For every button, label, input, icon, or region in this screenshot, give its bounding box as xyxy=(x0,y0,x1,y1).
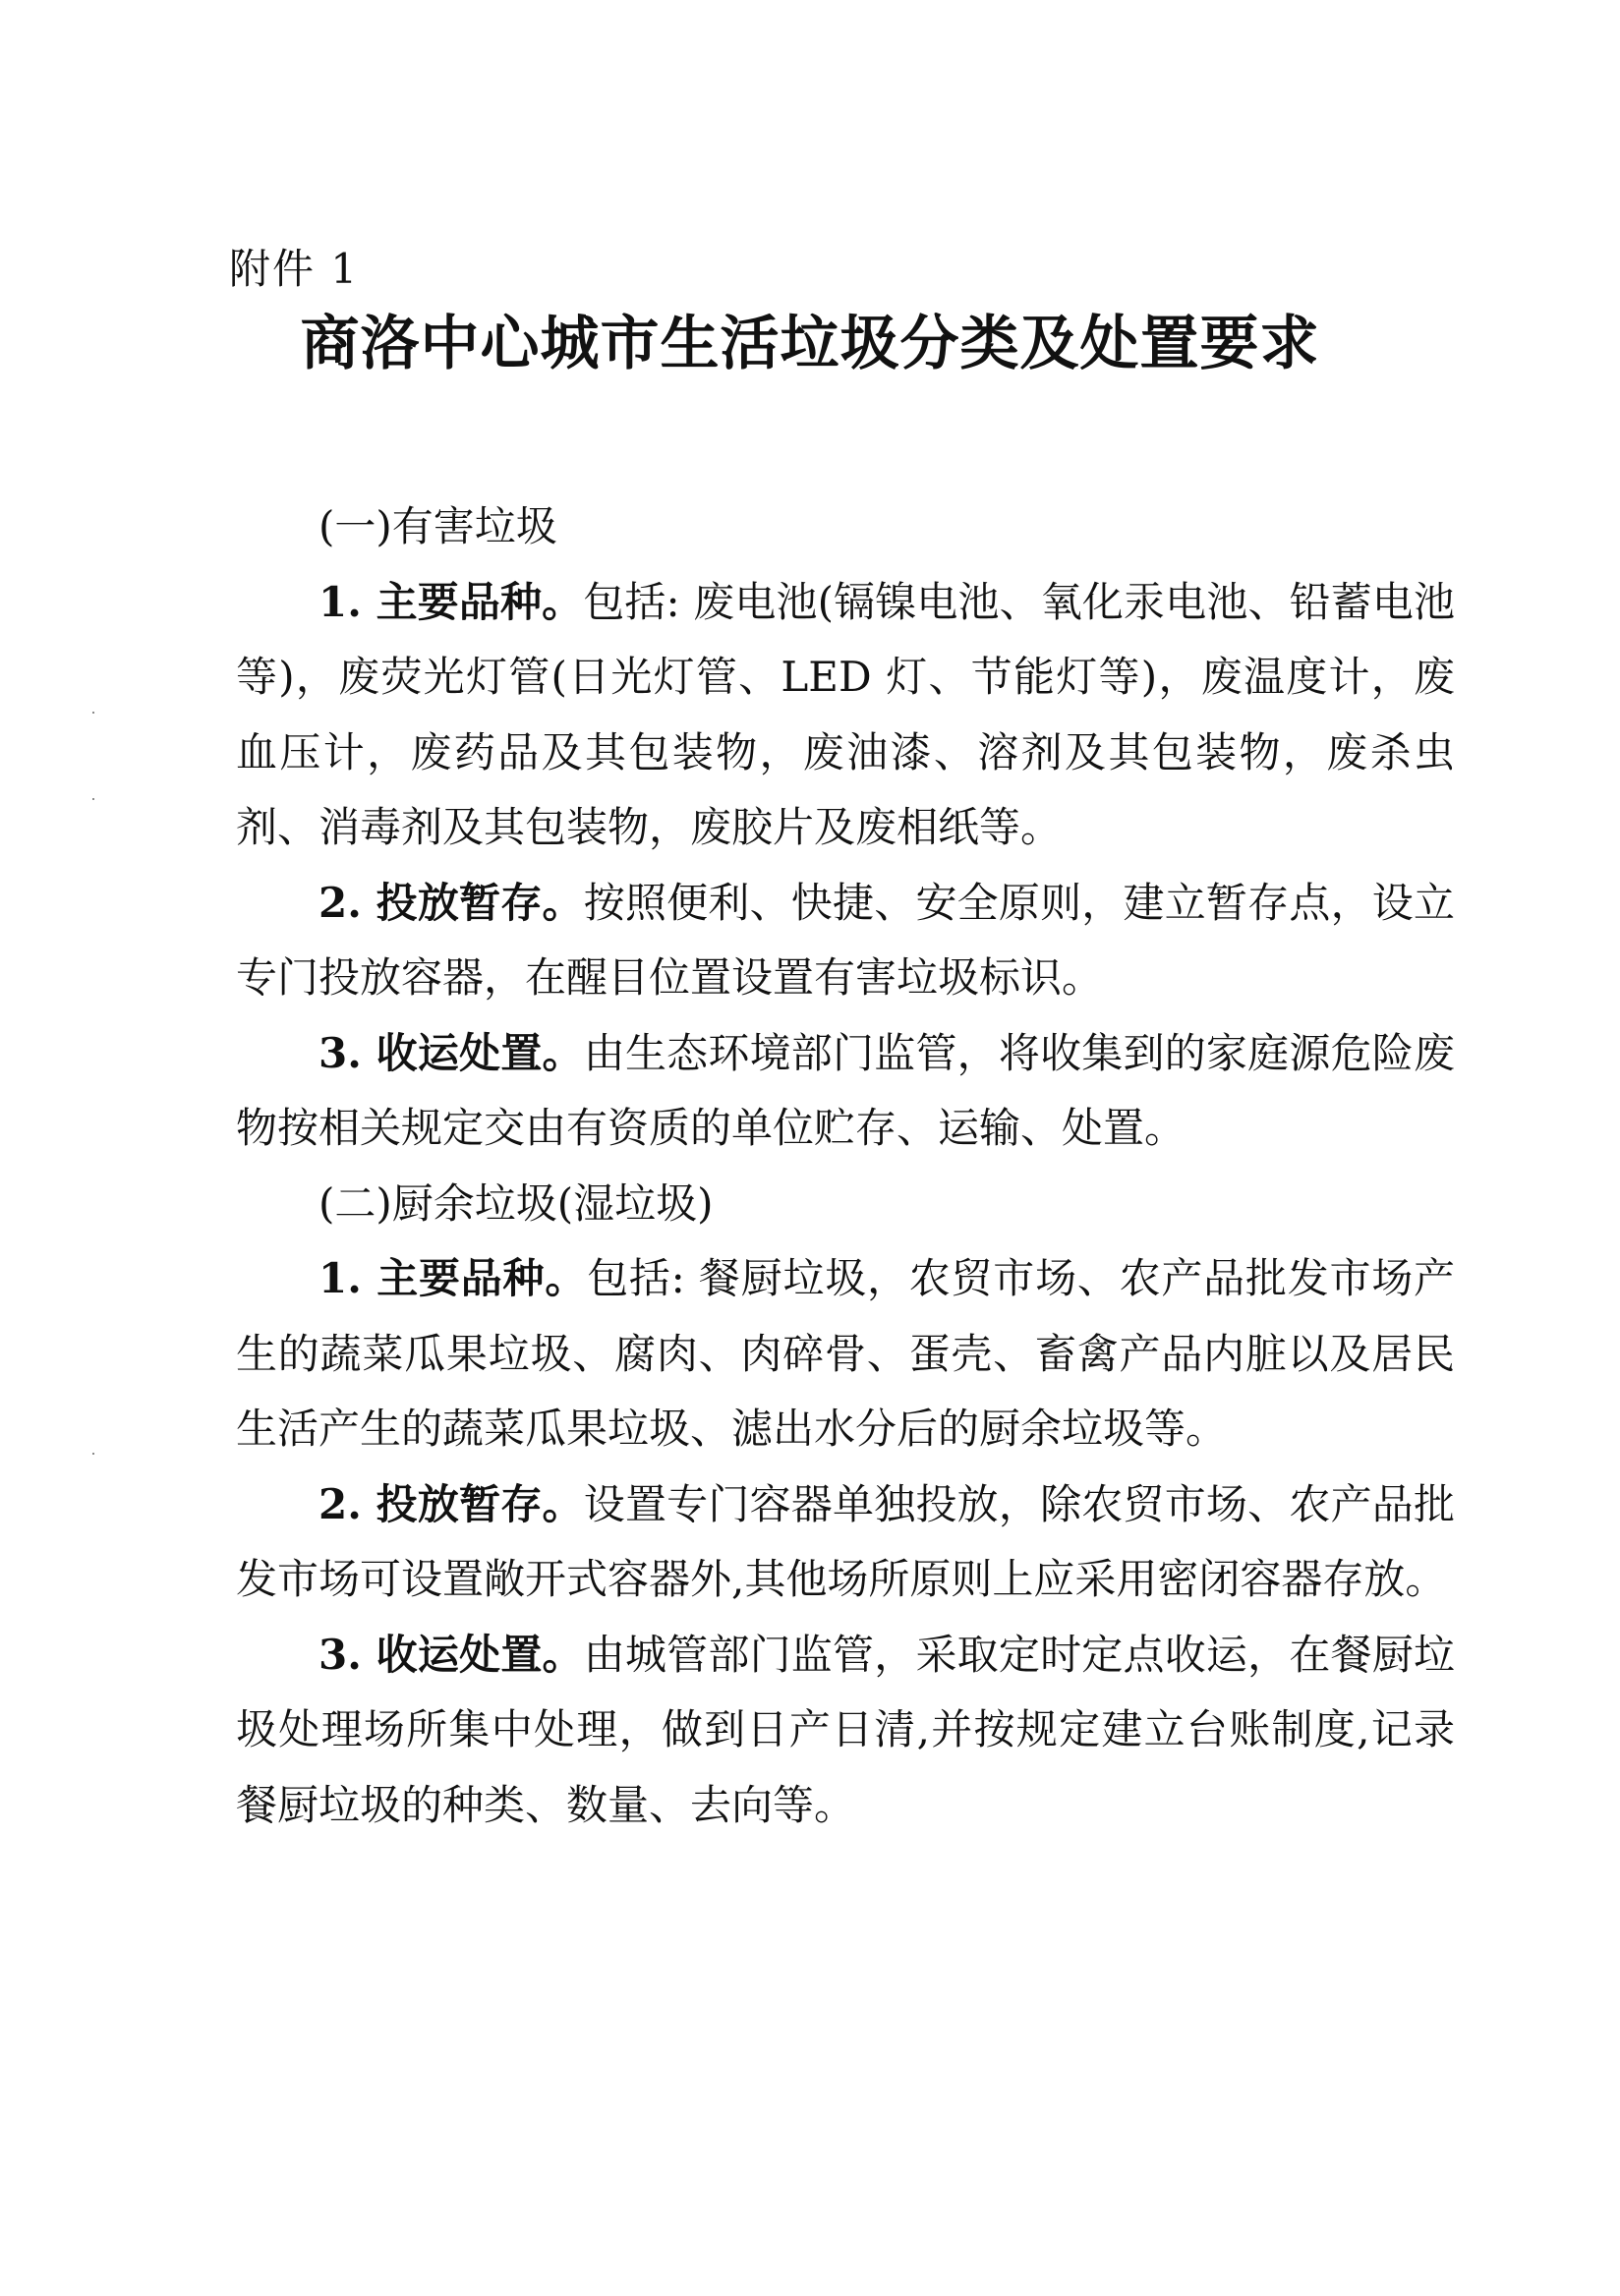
kitchen-item-varieties xyxy=(236,1241,1455,1467)
item-lead: 1. 主要品种。 xyxy=(318,1254,588,1302)
item-text: 包括: 废电池(镉镍电池、氧化汞电池、铅蓄电池等)，废荧光灯管(日光灯管、LED 灯、节能灯等)，废温度计，废血压计，废药品及其包装物，废油漆、溶剂及其包装物，废杀虫剂、消毒剂及其包装物，废胶片及废相纸等。 xyxy=(236,577,1456,851)
kitchen-item-collection xyxy=(236,1618,1455,1844)
binding-mark xyxy=(92,712,94,714)
item-lead: 3. 收运处置。 xyxy=(318,1028,584,1077)
item-text: 按照便利、快捷、安全原则，建立暂存点，设立专门投放容器，在醒目位置设置有害垃圾标识。 xyxy=(236,878,1455,1002)
hazardous-item-collection xyxy=(236,1016,1455,1167)
hazardous-item-disposal xyxy=(236,866,1455,1016)
item-lead: 2. 投放暂存。 xyxy=(318,878,584,927)
item-lead: 3. 收运处置。 xyxy=(318,1630,584,1679)
kitchen-item-disposal xyxy=(236,1467,1455,1618)
item-text: 设置专门容器单独投放，除农贸市场、农产品批发市场可设置敞开式容器外,其他场所原则上应采用密闭容器存放。 xyxy=(236,1479,1455,1603)
document-body xyxy=(236,489,1455,1843)
item-lead: 2. 投放暂存。 xyxy=(318,1479,584,1528)
hazardous-item-varieties xyxy=(236,565,1455,866)
section-heading-kitchen-waste: (二)厨余垃圾(湿垃圾) xyxy=(318,1178,714,1228)
item-text: 包括: 餐厨垃圾，农贸市场、农产品批发市场产生的蔬菜瓜果垃圾、腐肉、肉碎骨、蛋壳、畜禽产品内脏以及居民生活产生的蔬菜瓜果垃圾、滤出水分后的厨余垃圾等。 xyxy=(236,1254,1455,1453)
attachment-label: 附件 1 xyxy=(229,245,360,293)
binding-mark xyxy=(92,1453,94,1455)
item-text: 由城管部门监管，采取定时定点收运，在餐厨垃圾处理场所集中处理，做到日产日清,并按规定建立台账制度,记录餐厨垃圾的种类、数量、去向等。 xyxy=(236,1630,1455,1829)
item-text: 由生态环境部门监管，将收集到的家庭源危险废物按相关规定交由有资质的单位贮存、运输、处置。 xyxy=(236,1028,1455,1152)
binding-mark xyxy=(92,798,94,800)
section-heading-hazardous: (一)有害垃圾 xyxy=(318,502,557,550)
item-lead: 1. 主要品种。 xyxy=(318,577,584,626)
document-title: 商洛中心城市生活垃圾分类及处置要求 xyxy=(300,310,1320,378)
